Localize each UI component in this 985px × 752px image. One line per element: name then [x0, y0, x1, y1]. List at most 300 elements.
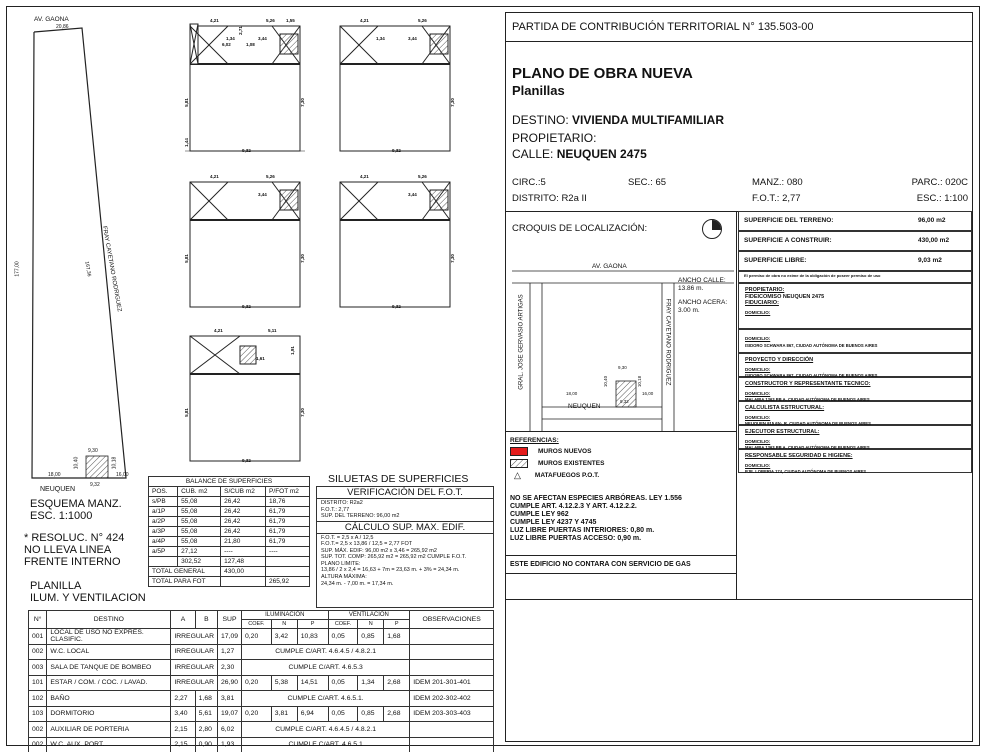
balance-table — [148, 476, 310, 587]
croquis-street-top: AV. GAONA — [592, 263, 627, 270]
role-address: MALABIA 1363 PB A, CIUDAD AUTÓNOMA DE BUENOS AIRES — [745, 397, 870, 402]
ref-title: REFERENCIAS: — [510, 437, 559, 444]
plano-subtitle: Planillas — [512, 83, 565, 98]
role-title: CALCULISTA ESTRUCTURAL: — [745, 405, 825, 411]
balance-cell: 55,08 — [178, 517, 221, 527]
croquis-dim-1600: 16,00 — [642, 391, 654, 396]
dim-581-e: 5,81 — [183, 408, 189, 417]
balance-cell: 61,79 — [266, 527, 310, 537]
row-sup: 1,27 — [218, 644, 242, 660]
balance-header: S/CUB m2 — [221, 487, 266, 497]
dim-730-d: 7,30 — [449, 254, 455, 263]
note-line: CUMPLE LEY 962 — [510, 511, 569, 518]
row-obs — [410, 722, 494, 738]
total-fot-label: TOTAL PARA FOT — [149, 577, 221, 587]
calc-line: F.O.T. = 2,5 x A / 12,5 — [321, 534, 374, 541]
sup-construir-value: 430,00 m2 — [918, 237, 950, 244]
row-sup: 1,93 — [218, 737, 242, 752]
role-block — [738, 353, 972, 377]
row-b: 2,80 — [195, 722, 217, 738]
row-destino: W.C. LOCAL — [47, 644, 171, 660]
sup-terreno-value: 96,00 m2 — [918, 217, 946, 224]
croquis-dim-1040: 10,40 — [603, 375, 609, 388]
balance-cell: 127,48 — [221, 557, 266, 567]
calle-value: NEUQUEN 2475 — [556, 147, 647, 161]
note-line: LUZ LIBRE PUERTAS ACCESO: 0,90 m. — [510, 535, 642, 542]
role-line1: FIDEICOMISO NEUQUEN 2475 — [745, 293, 825, 300]
croquis-street-right: FRAY CAYETANO RODRIGUEZ — [664, 298, 671, 386]
dim-602-a: 6,02 — [222, 42, 231, 47]
dim-932-c: 9,32 — [242, 304, 251, 309]
role-address: MALABIA 1363 PB A, CIUDAD AUTÓNOMA DE BUENOS AIRES — [745, 445, 870, 450]
notes-block — [510, 495, 734, 543]
balance-row — [149, 497, 310, 507]
destino-label: DESTINO: — [512, 113, 569, 127]
header-n: N° — [29, 611, 47, 629]
esc: ESC.: 1:100 — [916, 193, 968, 204]
dim-1600: 16,00 — [116, 472, 129, 478]
balance-header: CUB. m2 — [178, 487, 221, 497]
role-line2: FIDUCIARIO: — [745, 300, 779, 306]
planilla-title — [30, 580, 146, 604]
street-top-label: AV. GAONA — [34, 16, 69, 23]
dim-730-e: 7,30 — [299, 408, 305, 417]
row-obs — [410, 737, 494, 752]
row-vn: 0,85 — [358, 629, 384, 645]
balance-cell: a/5P — [149, 547, 178, 557]
croquis-dim-1018: 10,18 — [637, 375, 643, 388]
calc-line: SUP. MÁX. EDIF: 96,00 m2 x 3,46 = 265,92 m2 — [321, 547, 437, 554]
dim-108-a: 1,08 — [246, 42, 255, 47]
row-number: 101 — [29, 675, 47, 691]
dim-932-e: 9,32 — [242, 458, 251, 463]
row-destino: W.C. AUX. PORT. — [47, 737, 171, 752]
dim-1018: 10,18 — [111, 456, 118, 470]
verif-line: SUP. DEL TERRENO: 96,00 m2 — [321, 513, 400, 519]
ancho-calle-value: 13.86 m. — [678, 285, 704, 292]
dim-191-e: 1,91 — [289, 346, 295, 355]
title-block — [505, 12, 973, 742]
header-ip: P — [297, 620, 328, 629]
planilla-title-2: ILUM. Y VENTILACION — [30, 592, 146, 604]
header-vent: VENTILACIÓN — [328, 611, 410, 620]
row-number: 002 — [29, 737, 47, 752]
ref-matafuegos — [510, 471, 734, 480]
role-domicilio: DOMICILIO: — [745, 462, 771, 468]
row-ab: IRREGULAR — [171, 629, 218, 645]
row-vn: 1,34 — [358, 675, 384, 691]
row-sup: 17,09 — [218, 629, 242, 645]
row-vc: 0,05 — [328, 706, 358, 722]
table-row — [29, 629, 494, 645]
dim-344-d: 3,44 — [408, 192, 417, 197]
note-line: CUMPLE LEY 4237 Y 4745 — [510, 519, 597, 526]
resoluc-line: * RESOLUC. N° 424 — [24, 532, 125, 544]
role-title: CONSTRUCTOR Y REPRESENTANTE TECNICO: — [745, 381, 871, 387]
dim-344-c: 3,44 — [258, 192, 267, 197]
balance-row — [149, 517, 310, 527]
role-domicilio: DOMICILIO: — [745, 390, 771, 396]
balance-cell: 61,79 — [266, 517, 310, 527]
row-sup: 19,07 — [218, 706, 242, 722]
balance-title: BALANCE DE SUPERFICIES — [149, 477, 310, 487]
row-cumple: CUMPLE C/ART. 4.6.4.5 / 4.8.2.1 — [242, 722, 410, 738]
row-destino: BAÑO — [47, 691, 171, 707]
row-number: 002 — [29, 722, 47, 738]
row-sup: 6,02 — [218, 722, 242, 738]
bottom-street-label: NEUQUEN — [40, 486, 76, 493]
role-title: PROYECTO Y DIRECCIÓN — [745, 357, 814, 363]
sup-note: El permiso de obra no exime de la obligación de poseer permiso de uso — [744, 273, 881, 278]
balance-row — [149, 507, 310, 517]
row-ab: IRREGULAR — [171, 644, 218, 660]
header-destino: DESTINO — [47, 611, 171, 629]
ancho-calle-label: ANCHO CALLE: — [678, 277, 726, 284]
croquis-street-left: GRAL. JOSE GERVASIO ARTIGAS — [518, 294, 525, 390]
row-sup: 2,30 — [218, 660, 242, 676]
ancho-info — [678, 277, 727, 315]
croquis-dim-1800: 18,00 — [566, 391, 578, 396]
row-ic: 0,20 — [242, 675, 272, 691]
dim-134-b: 1,34 — [376, 36, 385, 41]
balance-cell — [149, 557, 178, 567]
role-domicilio: DOMICILIO: — [745, 309, 771, 315]
dim-932: 9,32 — [90, 482, 100, 488]
balance-cell: ---- — [266, 547, 310, 557]
header-a: A — [171, 611, 195, 629]
referencias — [510, 437, 734, 480]
circ: CIRC.:5 — [512, 177, 546, 188]
role-title: EJECUTOR ESTRUCTURAL: — [745, 429, 820, 435]
sup-terreno-label: SUPERFICIE DEL TERRENO: — [744, 217, 834, 224]
role-block — [738, 329, 972, 353]
row-obs: IDEM 202-302-402 — [410, 691, 494, 707]
dim-271-a: 2,71 — [237, 26, 243, 35]
croquis-dim-930: 9,30 — [618, 365, 627, 370]
distrito: DISTRITO: R2a II — [512, 193, 587, 204]
verif-lines — [317, 499, 493, 521]
matafuegos-label: MATAFUEGOS P.O.T. — [534, 472, 600, 479]
row-vp: 2,68 — [384, 706, 410, 722]
dim-930: 9,30 — [88, 448, 98, 454]
balance-header-row — [149, 487, 310, 497]
planilla-title-1: PLANILLA — [30, 580, 82, 592]
row-cumple: CUMPLE C/ART. 4.6.5.1. — [242, 691, 410, 707]
row-number: 001 — [29, 629, 47, 645]
destino-line — [512, 113, 724, 127]
header-ilum: ILUMINACIÓN — [242, 611, 329, 620]
balance-header: POS. — [149, 487, 178, 497]
dim-1040: 10,40 — [73, 456, 80, 470]
balance-cell: 61,79 — [266, 537, 310, 547]
balance-cell: 26,42 — [221, 517, 266, 527]
table-row — [29, 737, 494, 752]
role-domicilio: DOMICILIO: — [745, 366, 771, 372]
ref-muros-existentes — [510, 459, 734, 468]
row-b: 0,90 — [195, 737, 217, 752]
balance-total-fot — [149, 577, 310, 587]
dim-511-e: 5,11 — [268, 328, 277, 333]
table-row — [29, 644, 494, 660]
row-in: 3,81 — [271, 706, 297, 722]
plan-dims — [0, 0, 500, 480]
siluetas-title: SILUETAS DE SUPERFICIES — [328, 473, 469, 485]
balance-cell: 55,08 — [178, 497, 221, 507]
total-general-label: TOTAL GENERAL — [149, 567, 221, 577]
row-ip: 10,83 — [297, 629, 328, 645]
esquema-scale: ESC. 1:1000 — [30, 510, 93, 522]
croquis-title: CROQUIS DE LOCALIZACIÓN: — [512, 223, 648, 234]
propietario-label: PROPIETARIO: — [512, 131, 597, 145]
balance-cell: ---- — [221, 547, 266, 557]
muros-existentes-swatch — [510, 459, 528, 468]
balance-cell: 26,42 — [221, 497, 266, 507]
muros-nuevos-swatch — [510, 447, 528, 456]
dim-730-c: 7,30 — [299, 254, 305, 263]
muros-nuevos-label: MUROS NUEVOS — [538, 448, 592, 455]
plano-title: PLANO DE OBRA NUEVA — [512, 65, 693, 82]
note-line: NO SE AFECTAN ESPECIES ARBÓREAS. LEY 1.556 — [510, 495, 682, 502]
balance-cell: 61,79 — [266, 507, 310, 517]
role-address: ISIDORO SCHWARA 867, CIUDAD AUTÓNOMA DE BUENOS AIRES — [745, 342, 878, 348]
balance-cell: a/4P — [149, 537, 178, 547]
balance-cell: 26,42 — [221, 507, 266, 517]
row-number: 003 — [29, 660, 47, 676]
ancho-acera-label: ANCHO ACERA: — [678, 299, 728, 306]
table-row — [29, 691, 494, 707]
dim-161-e: 1,61 — [256, 356, 265, 361]
balance-superficies — [148, 476, 310, 587]
row-obs: IDEM 203-303-403 — [410, 706, 494, 722]
parc: PARC.: 020C — [911, 177, 968, 188]
calc-line: F.O.T.= 2,5 x 13,86 / 12,5 = 2,77 FOT — [321, 541, 413, 548]
muros-existentes-label: MUROS EXISTENTES — [538, 460, 605, 467]
balance-total-general — [149, 567, 310, 577]
row-cumple: CUMPLE C/ART. 4.6.5.1 — [242, 737, 410, 752]
calc-line: PLANO LIMITE: — [321, 560, 361, 567]
row-sup: 26,90 — [218, 675, 242, 691]
balance-cell: 27,12 — [178, 547, 221, 557]
esquema-title: ESQUEMA MANZ. — [30, 498, 122, 510]
right-street-label: FRAY CAYETANO RODRIGUEZ — [100, 225, 122, 313]
note-line: CUMPLE ART. 4.12.2.3 Y ART. 4.12.2.2. — [510, 503, 637, 510]
row-vc: 0,05 — [328, 675, 358, 691]
dim-421-d: 4,21 — [360, 174, 369, 179]
dim-144-a: 1,44 — [183, 138, 189, 147]
dim-344-a: 3,44 — [258, 36, 267, 41]
dim-730-a: 7,30 — [299, 98, 305, 107]
balance-cell: 55,08 — [178, 537, 221, 547]
role-block — [738, 377, 972, 401]
fot: F.O.T.: 2,77 — [752, 193, 801, 204]
balance-cell: 26,42 — [221, 527, 266, 537]
role-block — [738, 283, 972, 329]
row-vp: 2,68 — [384, 675, 410, 691]
planilla-table-wrap — [28, 610, 494, 752]
ancho-acera-value: 3.00 m. — [678, 307, 700, 314]
row-in: 5,38 — [271, 675, 297, 691]
balance-cell: a/3P — [149, 527, 178, 537]
planilla-table — [28, 610, 494, 752]
esquema-label — [30, 498, 122, 522]
dim-421-b: 4,21 — [360, 18, 369, 23]
row-ip: 14,51 — [297, 675, 328, 691]
row-obs — [410, 629, 494, 645]
balance-cell — [266, 557, 310, 567]
row-ab: IRREGULAR — [171, 660, 218, 676]
header-vn: N — [358, 620, 384, 629]
row-vp: 1,68 — [384, 629, 410, 645]
row-destino: ESTAR / COM. / COC. / LAVAD. — [47, 675, 171, 691]
row-vn: 0,85 — [358, 706, 384, 722]
row-destino: DORMITORIO — [47, 706, 171, 722]
role-address: ISIDORO SCHWARA 867, CIUDAD AUTÓNOMA DE BUENOS AIRES — [745, 373, 878, 378]
destino-value: VIVIENDA MULTIFAMILIAR — [572, 113, 725, 127]
dim-155-a: 1,55 — [286, 18, 295, 23]
balance-row — [149, 557, 310, 567]
header-obs: OBSERVACIONES — [410, 611, 494, 629]
row-ic: 0,20 — [242, 706, 272, 722]
role-title: PROPIETARIO: — [745, 287, 785, 293]
dim-421-e: 4,21 — [214, 328, 223, 333]
dim-134-a: 1,34 — [226, 36, 235, 41]
balance-cell: s/PB — [149, 497, 178, 507]
dim-421-c: 4,21 — [210, 174, 219, 179]
role-title: RESPONSABLE SEGURIDAD E HIGIENE: — [745, 453, 853, 459]
row-number: 103 — [29, 706, 47, 722]
dim-581-a: 5,81 — [183, 98, 189, 107]
left-dim: 177,00 — [14, 261, 21, 277]
dim-526-c: 5,26 — [266, 174, 275, 179]
row-destino: LOCAL DE USO NO EXPRES. CLASIFIC. — [47, 629, 171, 645]
role-block — [738, 449, 972, 473]
table-row — [29, 675, 494, 691]
header-in: N — [271, 620, 297, 629]
header-icoef: COEF. — [242, 620, 272, 629]
table-row — [29, 722, 494, 738]
sup-libre-label: SUPERFICIE LIBRE: — [744, 257, 807, 264]
role-address: NEUQUEN 915 6to. R, CIUDAD AUTÓNOMA DE BUENOS AIRES — [745, 421, 871, 426]
right-dim: 167,36 — [83, 260, 92, 278]
dim-526-d: 5,26 — [418, 174, 427, 179]
note-line: LUZ LIBRE PUERTAS INTERIORES: 0,80 m. — [510, 527, 655, 534]
row-a: 2,15 — [171, 737, 195, 752]
balance-cell: 18,76 — [266, 497, 310, 507]
calc-line: 24,34 m. - 7,00 m. = 17,34 m. — [321, 580, 394, 587]
balance-row — [149, 547, 310, 557]
calc-line: SUP. TOT. COMP: 265,92 m2 = 265,92 m2 CUMPLE F.O.T. — [321, 554, 467, 561]
linea-line-2: FRENTE INTERNO — [24, 556, 121, 568]
verif-title: VERIFICACIÓN DEL F.O.T. — [317, 487, 493, 499]
gas-note: ESTE EDIFICIO NO CONTARA CON SERVICIO DE GAS — [510, 561, 691, 568]
calc-lines — [317, 534, 493, 589]
croquis-street-bottom: NEUQUEN — [568, 403, 601, 410]
row-destino: AUXILIAR DE PORTERIA — [47, 722, 171, 738]
row-ip: 6,94 — [297, 706, 328, 722]
dim-932-a: 9,32 — [242, 148, 251, 153]
dim-526-b: 5,26 — [418, 18, 427, 23]
triangle-icon: △ — [514, 470, 521, 480]
balance-cell: 21,80 — [221, 537, 266, 547]
row-a: 3,40 — [171, 706, 195, 722]
sup-libre-value: 9,03 m2 — [918, 257, 942, 264]
row-obs: IDEM 201-301-401 — [410, 675, 494, 691]
row-ab: IRREGULAR — [171, 675, 218, 691]
balance-header: P/FOT m2 — [266, 487, 310, 497]
linea-line-1: NO LLEVA LINEA — [24, 544, 112, 556]
sec: SEC.: 65 — [628, 177, 667, 188]
header-vp: P — [384, 620, 410, 629]
dim-526-a: 5,26 — [266, 18, 275, 23]
row-a: 2,15 — [171, 722, 195, 738]
panel-divider — [736, 211, 737, 599]
dim-421-a: 4,21 — [210, 18, 219, 23]
calle-label: CALLE: — [512, 147, 554, 161]
role-domicilio: DOMICILIO: — [745, 336, 771, 341]
header-sup: SUP — [218, 611, 242, 629]
top-dim: 20,86 — [56, 24, 69, 30]
table-row — [29, 660, 494, 676]
row-cumple: CUMPLE C/ART. 4.6.4.5 / 4.8.2.1 — [242, 644, 410, 660]
role-address: PJE. LOBERIA 174, CIUDAD AUTÓNOMA DE BUENOS AIRES — [745, 469, 867, 474]
row-sup: 3,81 — [218, 691, 242, 707]
verif-line: DISTRITO: R2a2 — [321, 500, 363, 506]
ref-muros-nuevos — [510, 447, 734, 456]
croquis-dim-932: 9,32 — [620, 399, 629, 404]
calle-line — [512, 147, 647, 161]
role-block — [738, 401, 972, 425]
row-vc: 0,05 — [328, 629, 358, 645]
dim-932-b: 9,32 — [392, 148, 401, 153]
header-vcoef: COEF. — [328, 620, 358, 629]
row-destino: SALA DE TANQUE DE BOMBEO — [47, 660, 171, 676]
partida-text: PARTIDA DE CONTRIBUCIÓN TERRITORIAL N° 135.503-00 — [512, 21, 814, 33]
row-number: 102 — [29, 691, 47, 707]
calc-line: ALTURA MÁXIMA: — [321, 574, 367, 581]
balance-cell: a/1P — [149, 507, 178, 517]
north-icon — [702, 219, 722, 239]
calc-line: 13,86 / 2 x 2,4 = 16,63 + 7m = 23,63 m. + 3% = 24,34 m. — [321, 567, 460, 574]
balance-row — [149, 537, 310, 547]
row-cumple: CUMPLE C/ART. 4.6.5.3 — [242, 660, 410, 676]
row-obs — [410, 660, 494, 676]
row-a: 2,27 — [171, 691, 195, 707]
dim-344-b: 3,44 — [408, 36, 417, 41]
dim-932-d: 9,32 — [392, 304, 401, 309]
dim-730-b: 7,30 — [449, 98, 455, 107]
dim-1800: 18,00 — [48, 472, 61, 478]
role-domicilio: DOMICILIO: — [745, 438, 771, 444]
row-b: 5,61 — [195, 706, 217, 722]
row-obs — [410, 644, 494, 660]
row-number: 002 — [29, 644, 47, 660]
table-row — [29, 706, 494, 722]
role-domicilio: DOMICILIO: — [745, 414, 771, 420]
calc-title: CÁLCULO SUP. MAX. EDIF. — [317, 521, 493, 534]
row-b: 1,68 — [195, 691, 217, 707]
total-general-value: 430,00 — [221, 567, 266, 577]
dim-581-c: 5,81 — [183, 254, 189, 263]
balance-cell: a/2P — [149, 517, 178, 527]
balance-row — [149, 527, 310, 537]
manz: MANZ.: 080 — [752, 177, 803, 188]
balance-cell: 55,08 — [178, 507, 221, 517]
balance-cell: 302,52 — [178, 557, 221, 567]
total-fot-value: 265,92 — [266, 577, 310, 587]
balance-cell: 55,08 — [178, 527, 221, 537]
sup-construir-label: SUPERFICIE A CONSTRUIR: — [744, 237, 832, 244]
verif-line: F.O.T.: 2,77 — [321, 506, 350, 513]
